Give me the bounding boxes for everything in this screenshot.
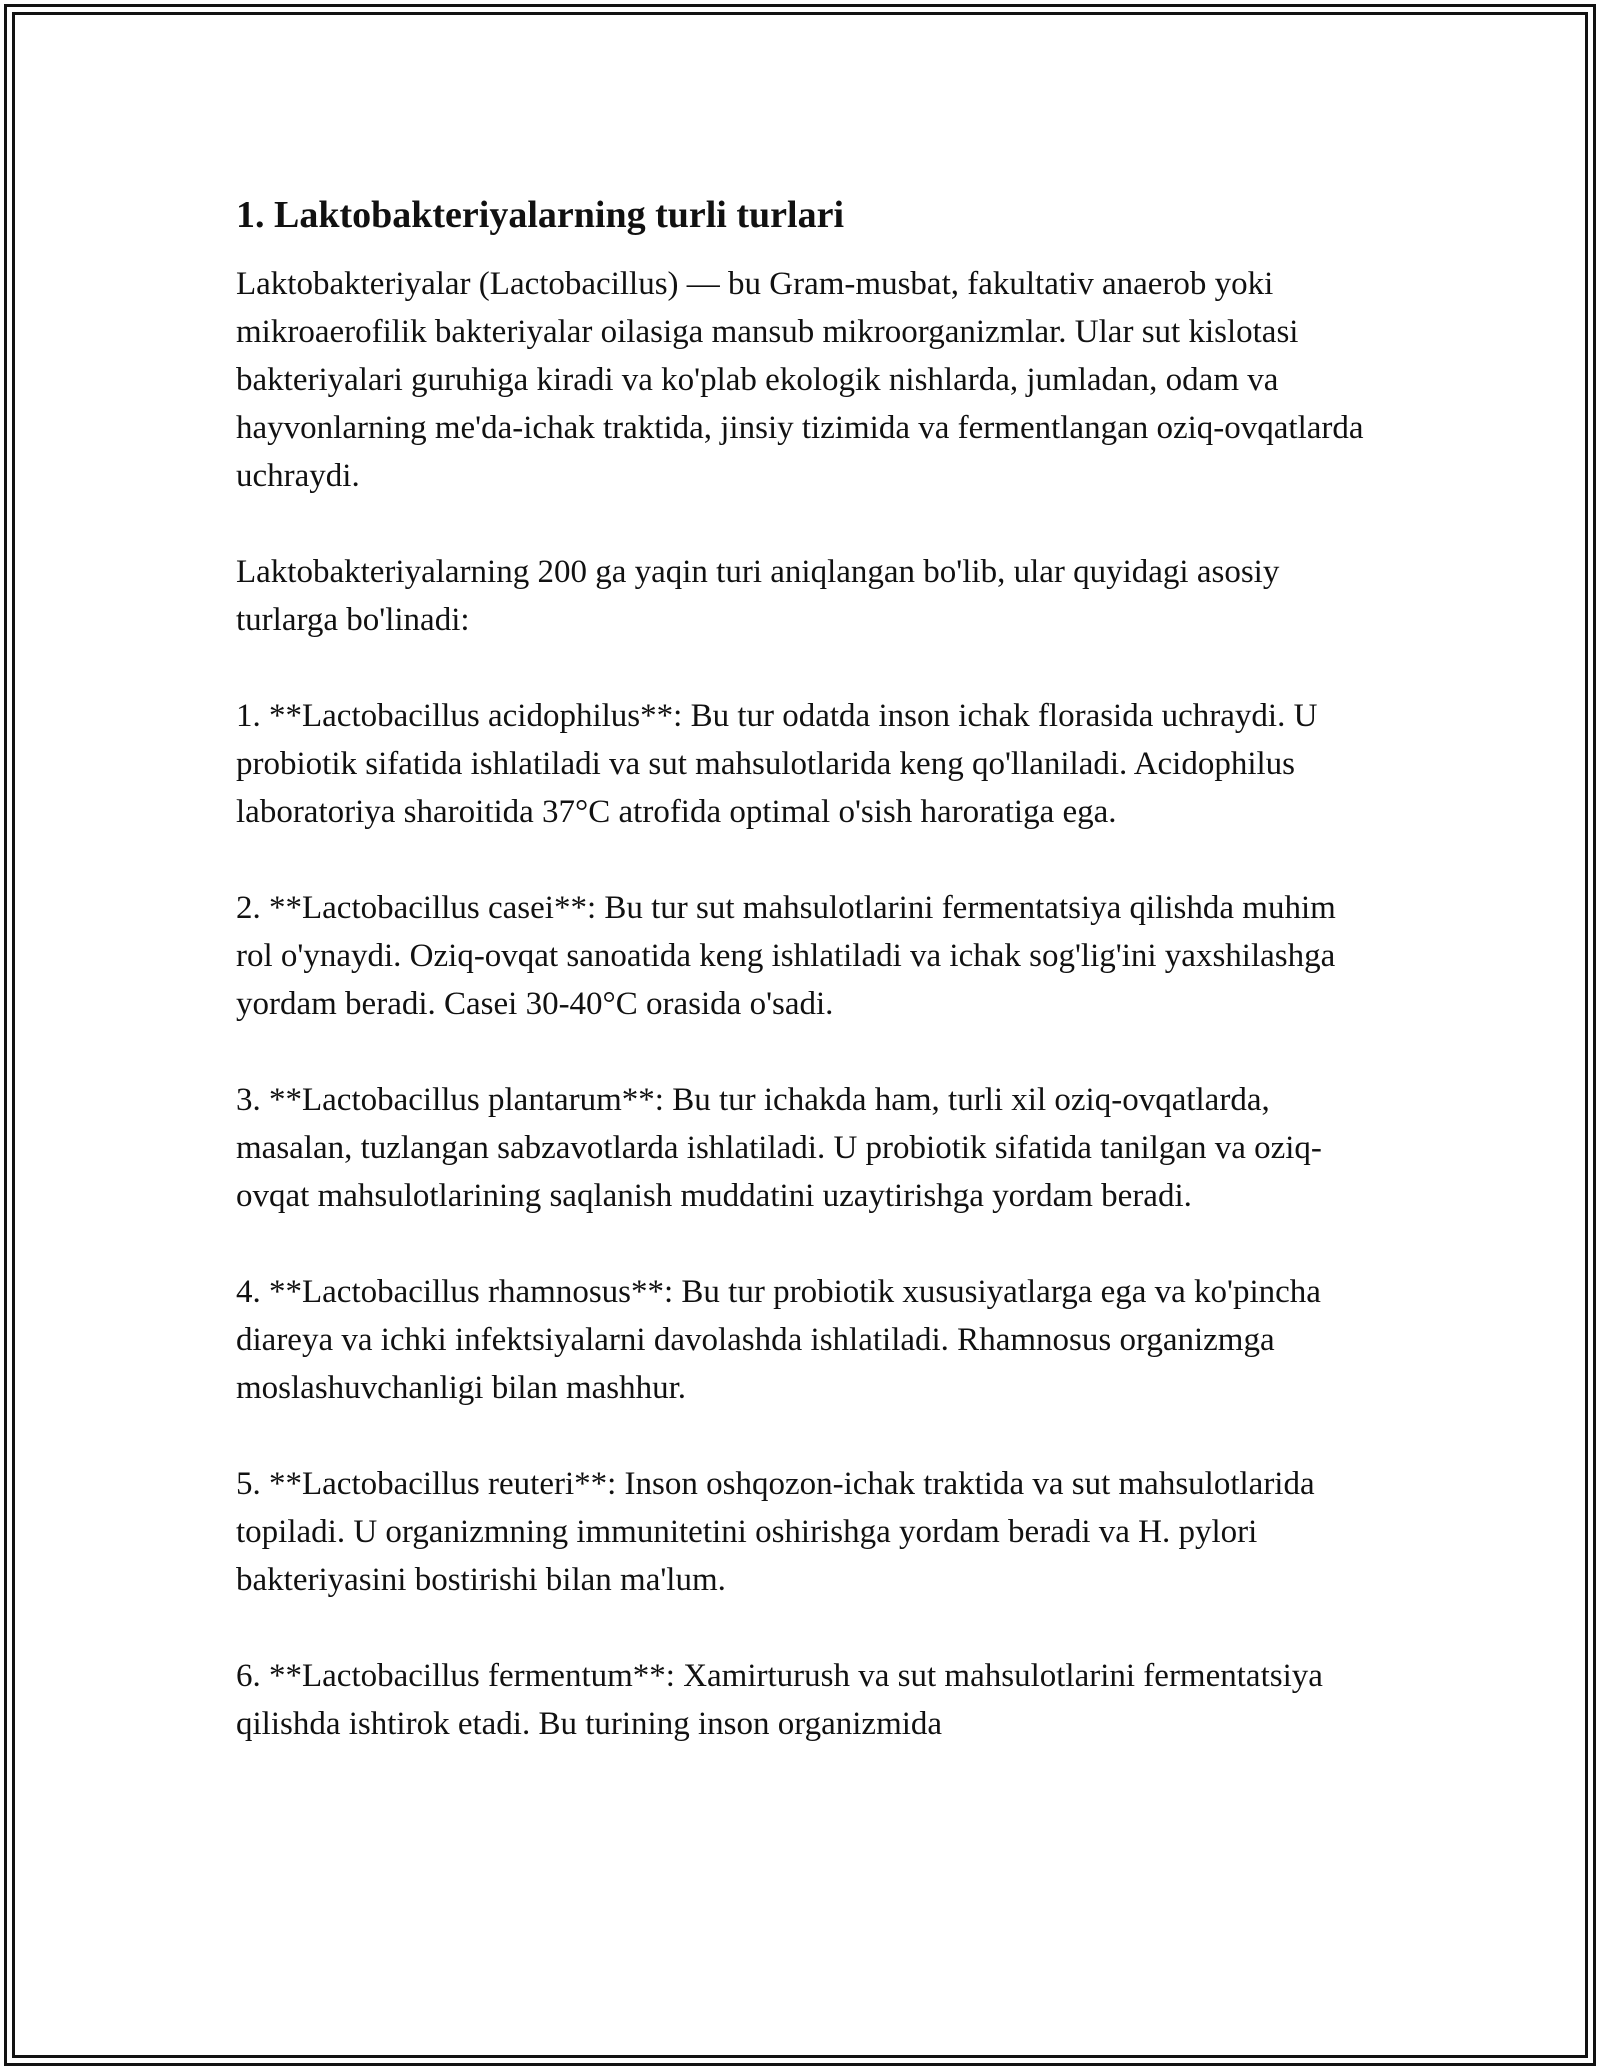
list-item-plantarum: 3. **Lactobacillus plantarum**: Bu tur ichakda ham, turli xil oziq-ovqatlarda, masalan, tuzlangan sabzavotlarda ishlatiladi. U probiotik sifatida tanilgan va oziq-ovqat mahsulotlarining saqlanish muddatini uzaytirishga yordam beradi.	[236, 1082, 1322, 1214]
list-item-reuteri: 5. **Lactobacillus reuteri**: Inson oshqozon-ichak traktida va sut mahsulotlarida topiladi. U organizmning immunitetini oshirishga yordam beradi va H. pylori bakteriyasini bostirishi bilan ma'lum.	[236, 1466, 1315, 1598]
list-item-acidophilus: 1. **Lactobacillus acidophilus**: Bu tur odatda inson ichak florasida uchraydi. U probiotik sifatida ishlatiladi va sut mahsulotlarida keng qo'llaniladi. Acidophilus laboratoriya sharoitida 37°C atrofida optimal o'sish haroratiga ega.	[236, 698, 1318, 830]
intro-paragraph: Laktobakteriyalar (Lactobacillus) — bu Gram-musbat, fakultativ anaerob yoki mikroaerofilik bakteriyalar oilasiga mansub mikroorganizmlar. Ular sut kislotasi bakteriyalari guruhiga kiradi va ko'plab ekologik nishlarda, jumladan, odam va hayvonlarning me'da-ichak traktida, jinsiy tizimida va fermentlangan oziq-ovqatlarda uchraydi.	[236, 266, 1364, 494]
list-item-rhamnosus: 4. **Lactobacillus rhamnosus**: Bu tur probiotik xususiyatlarga ega va ko'pincha diareya va ichki infektsiyalarni davolashda ishlatiladi. Rhamnosus organizmga moslashuvchanligi bilan mashhur.	[236, 1274, 1321, 1406]
list-item-fermentum: 6. **Lactobacillus fermentum**: Xamirturush va sut mahsulotlarini fermentatsiya qilishda ishtirok etadi. Bu turining inson organizmida	[236, 1658, 1323, 1742]
list-item-casei: 2. **Lactobacillus casei**: Bu tur sut mahsulotlarini fermentatsiya qilishda muhim rol o'ynaydi. Oziq-ovqat sanoatida keng ishlatiladi va ichak sog'lig'ini yaxshilashga yordam beradi. Casei 30-40°C orasida o'sadi.	[236, 890, 1336, 1022]
types-intro-paragraph: Laktobakteriyalarning 200 ga yaqin turi aniqlangan bo'lib, ular quyidagi asosiy turlarga bo'linadi:	[236, 554, 1280, 638]
document-title: 1. Laktobakteriyalarning turli turlari	[236, 194, 844, 236]
document-body	[236, 188, 1366, 1796]
